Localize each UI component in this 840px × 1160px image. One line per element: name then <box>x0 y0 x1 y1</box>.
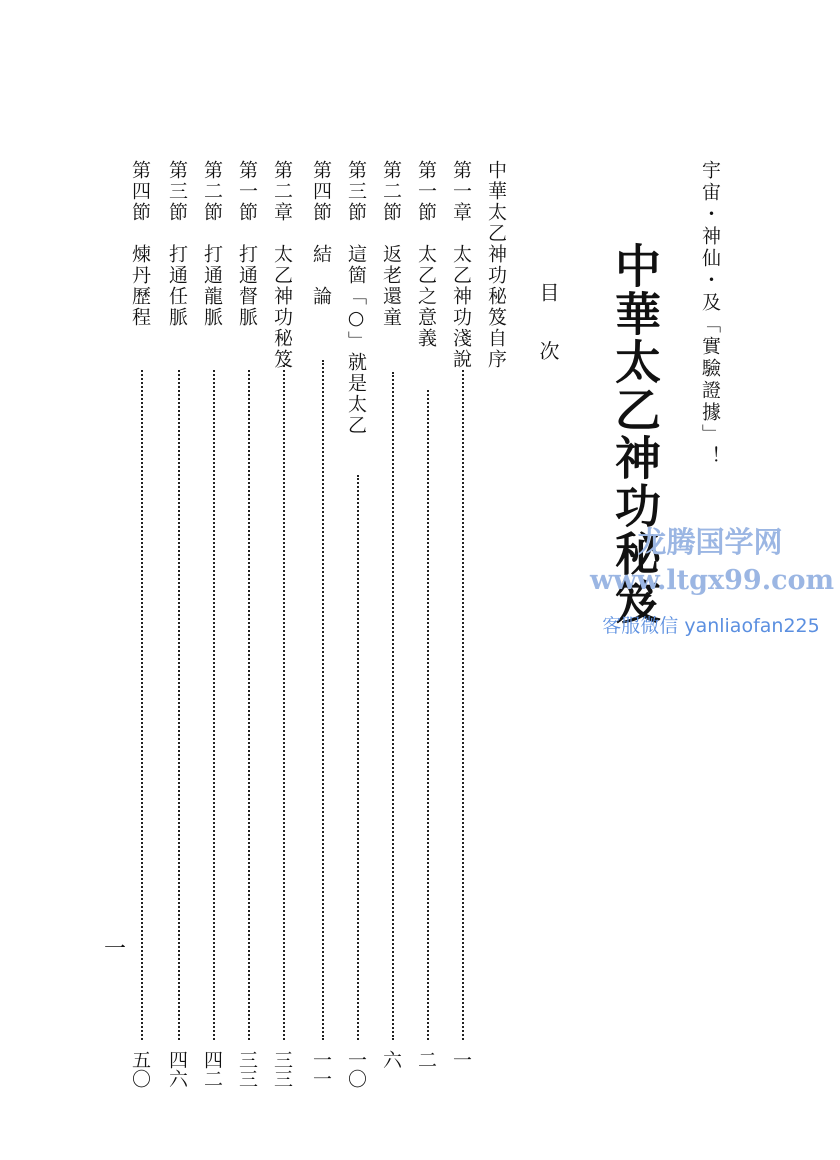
page-number: 一 <box>104 937 127 962</box>
toc-leader-dots <box>141 370 143 1040</box>
toc-label: 第二節 打通龍脈 <box>201 160 223 328</box>
toc-page: 一 <box>450 1050 472 1069</box>
toc-leader-dots <box>283 365 285 1040</box>
toc-label: 第三節 打通任脈 <box>166 160 188 328</box>
toc-leader-dots <box>392 372 394 1040</box>
toc-label: 第一節 打通督脈 <box>236 160 258 328</box>
watermark-site-name: 龙腾国学网 <box>637 525 783 559</box>
toc-page: 四六 <box>166 1050 188 1088</box>
toc-leader-dots <box>322 360 324 1040</box>
toc-heading: 目 次 <box>536 282 560 377</box>
toc-page: 一一 <box>310 1050 332 1088</box>
toc-leader-dots <box>427 390 429 1040</box>
toc-leader-dots <box>178 370 180 1040</box>
book-subtitle: 宇宙・神仙・及「實驗證據」！ <box>699 160 721 468</box>
toc-page: 三三 <box>271 1050 293 1088</box>
toc-page: 三三 <box>236 1050 258 1088</box>
watermark-url: www.ltgx99.com <box>590 565 835 596</box>
toc-leader-dots <box>213 370 215 1040</box>
toc-label: 中華太乙神功秘笈自序 <box>485 160 507 370</box>
toc-leader-dots <box>357 475 359 1040</box>
toc-page: 四二 <box>201 1050 223 1088</box>
toc-page: 五〇 <box>129 1050 151 1088</box>
toc-label: 第二節 返老還童 <box>380 160 402 328</box>
toc-leader-dots <box>462 370 464 1040</box>
toc-label: 第三節 這箇「○」就是太乙 <box>345 160 367 436</box>
toc-label: 第二章 太乙神功秘笈 <box>271 160 293 370</box>
toc-label: 第一節 太乙之意義 <box>415 160 437 349</box>
toc-leader-dots <box>248 370 250 1040</box>
toc-label: 第四節 結 論 <box>310 160 332 307</box>
toc-label: 第四節 煉丹歷程 <box>129 160 151 328</box>
toc-page: 二 <box>415 1050 437 1069</box>
watermark-contact: 客服微信 yanliaofan225 <box>602 615 820 637</box>
book-title: 中華太乙神功秘笈 <box>608 242 662 626</box>
toc-label: 第一章 太乙神功淺說 <box>450 160 472 370</box>
toc-page: 一〇 <box>345 1050 367 1088</box>
toc-page: 六 <box>380 1050 402 1069</box>
